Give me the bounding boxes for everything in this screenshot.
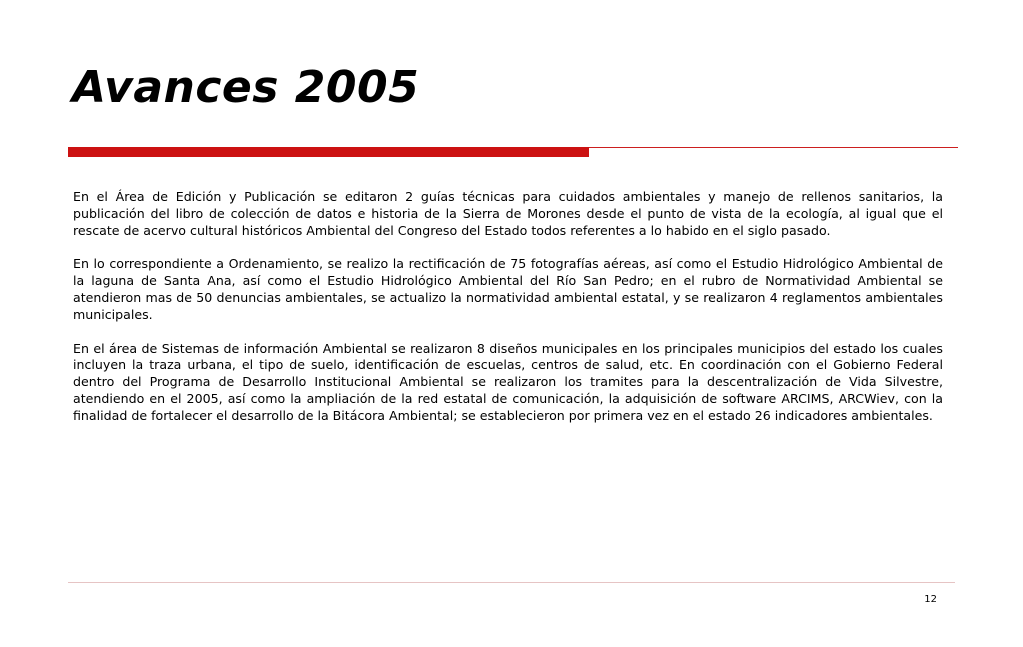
footer-divider <box>68 582 955 583</box>
slide-title: Avances 2005 <box>72 62 420 113</box>
paragraph-edicion-publicacion: En el Área de Edición y Publicación se editaron 2 guías técnicas para cuidados ambientales y manejo de rellenos sanitarios, la publicación del libro de colección de datos e historia de la Sierra de Morones desde el punto de vista de la ecología, al igual que el rescate de acervo cultural históricos Ambiental del Congreso del Estado todos referentes a lo habido en el siglo pasado. <box>73 189 943 238</box>
paragraph-sistemas-informacion: En el área de Sistemas de información Ambiental se realizaron 8 diseños municipales en los principales municipios del estado los cuales incluyen la traza urbana, el tipo de suelo, identificación de escuelas, centros de salud, etc. En coordinación con el Gobierno Federal dentro del Programa de Desarrollo Institucional Ambiental se realizaron los tramites para la descentralización de Vida Silvestre, atendiendo en el 2005, así como la ampliación de la red estatal de comunicación, la adquisición de software ARCIMS, ARCWiev, con la finalidad de fortalecer el desarrollo de la Bitácora Ambiental; se establecieron por primera vez en el estado 26 indicadores ambientales. <box>73 340 943 423</box>
page-number: 12 <box>924 594 937 605</box>
title-divider-accent-bar <box>68 147 589 157</box>
paragraph-ordenamiento: En lo correspondiente a Ordenamiento, se realizo la rectificación de 75 fotografías aéreas, así como el Estudio Hidrológico Ambiental de la laguna de Santa Ana, así como el Estudio Hidrológico Ambiental del Río San Pedro; en el rubro de Normatividad Ambiental se atendieron mas de 50 denuncias ambientales, se actualizo la normatividad ambiental estatal, y se realizaron 4 reglamentos ambientales municipales. <box>73 256 943 322</box>
slide-body <box>73 189 943 442</box>
